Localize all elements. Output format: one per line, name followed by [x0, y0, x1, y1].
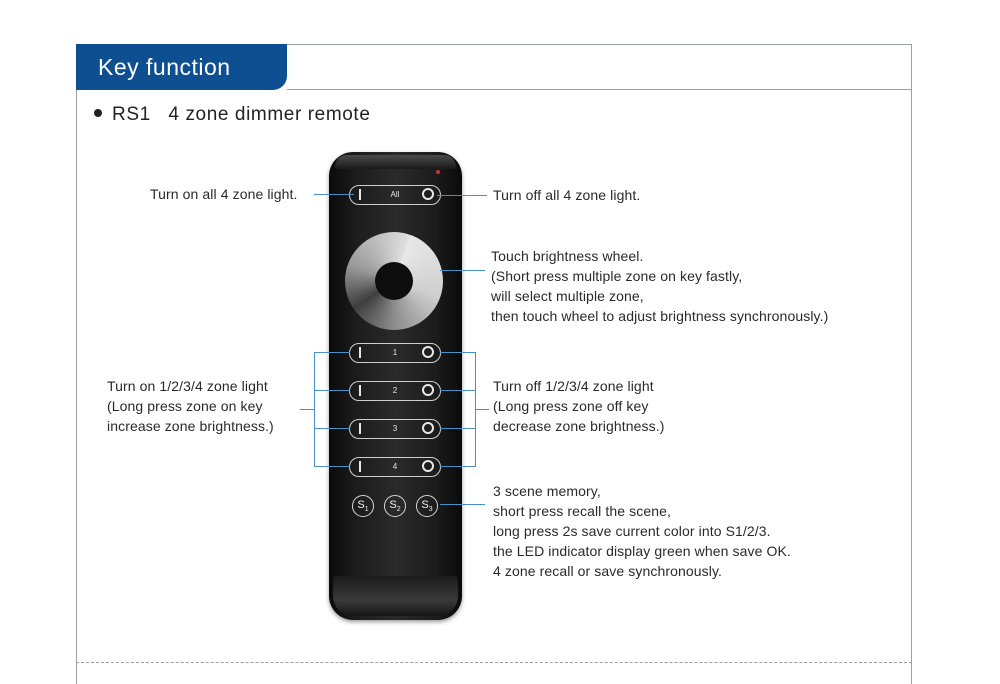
zone-3-label: 3	[392, 424, 398, 433]
zone-on-annotation: Turn on 1/2/3/4 zone light (Long press zone on key increase zone brightness.)	[107, 378, 274, 434]
bracket-left-tick-3	[314, 428, 350, 429]
scene-2-key[interactable]: $S_2$	[384, 495, 406, 517]
bracket-left-stem	[300, 409, 314, 410]
zone-3-off-icon[interactable]	[422, 422, 434, 434]
zone-1-label: 1	[392, 348, 398, 357]
wheel-annotation: Touch brightness wheel. (Short press multiple zone on key fastly, will select multiple zone, then touch wheel to adjust brightness synchronously.)	[491, 248, 829, 324]
led-indicator	[436, 170, 440, 174]
callout-line-all-on	[314, 194, 354, 195]
zone-off-annotation: Turn off 1/2/3/4 zone light (Long press zone off key decrease zone brightness.)	[493, 378, 665, 434]
bracket-left-tick-2	[314, 390, 350, 391]
zone-4-off-icon[interactable]	[422, 460, 434, 472]
bracket-right-tick-3	[440, 428, 476, 429]
model-description: 4 zone dimmer remote	[168, 104, 371, 125]
scene-3-key[interactable]: $S_3$	[416, 495, 438, 517]
all-key-label: All	[390, 190, 400, 199]
all-off-annotation: Turn off all 4 zone light.	[493, 187, 641, 203]
bracket-left-tick-4	[314, 466, 350, 467]
zone-2-label: 2	[392, 386, 398, 395]
zone-1-off-icon[interactable]	[422, 346, 434, 358]
all-on-annotation: Turn on all 4 zone light.	[150, 186, 298, 202]
remote-top-bevel	[335, 155, 456, 169]
bracket-left-tick-1	[314, 352, 350, 353]
bracket-right-tick-4	[440, 466, 476, 467]
dashed-divider	[76, 662, 912, 663]
callout-line-all-off	[437, 195, 487, 196]
callout-line-wheel	[440, 270, 485, 271]
bullet-icon	[94, 109, 102, 117]
section-subtitle	[94, 104, 370, 126]
remote-bottom-bevel	[333, 576, 458, 616]
zone-3-key[interactable]	[349, 419, 441, 439]
zone-2-key[interactable]	[349, 381, 441, 401]
bracket-left-vertical	[314, 352, 315, 467]
content-frame	[76, 44, 912, 684]
callout-line-scene	[440, 504, 485, 505]
bracket-right-stem	[475, 409, 489, 410]
remote-control	[329, 152, 462, 620]
bracket-right-tick-2	[440, 390, 476, 391]
zone-1-key[interactable]	[349, 343, 441, 363]
all-key[interactable]	[349, 185, 441, 205]
all-off-icon[interactable]	[422, 188, 434, 200]
scene-annotation: 3 scene memory, short press recall the scene, long press 2s save current color into S1/2/3. the LED indicator display green when save OK. 4 zone recall or save synchronously.	[493, 483, 791, 579]
model-name: RS1	[112, 104, 151, 125]
zone-2-off-icon[interactable]	[422, 384, 434, 396]
section-title: Key function	[76, 44, 287, 90]
brightness-wheel[interactable]	[345, 232, 443, 330]
zone-4-key[interactable]	[349, 457, 441, 477]
zone-4-label: 4	[392, 462, 398, 471]
title-rule	[287, 89, 912, 90]
scene-1-key[interactable]: $S_1$	[352, 495, 374, 517]
bracket-right-tick-1	[440, 352, 476, 353]
wheel-center	[375, 262, 413, 300]
